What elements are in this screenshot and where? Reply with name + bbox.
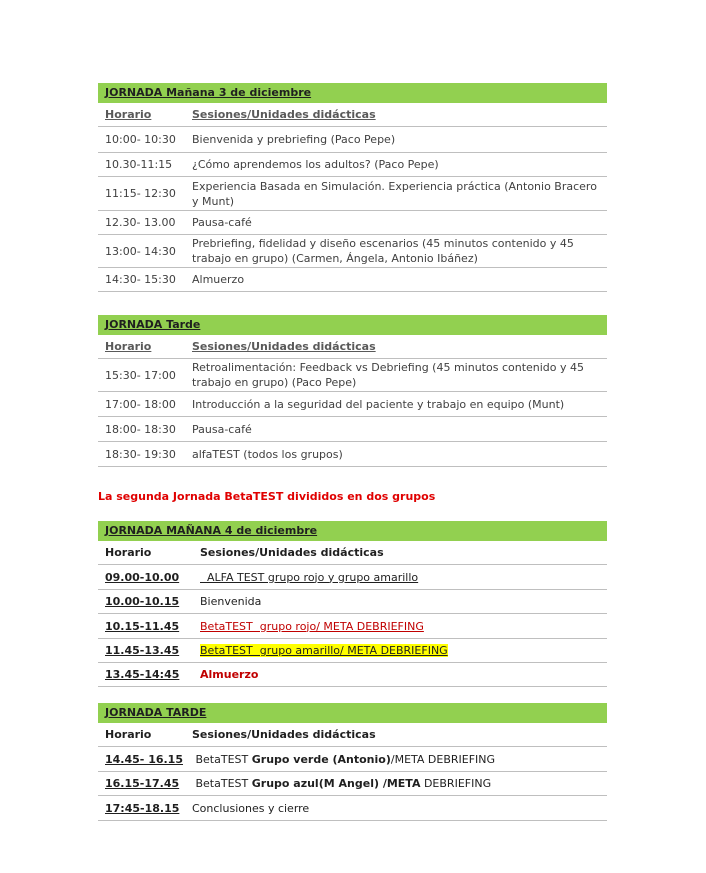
section-title: JORNADA MAÑANA 4 de diciembre — [98, 521, 607, 541]
time-cell: 14.45- 16.15 — [105, 752, 183, 766]
table-row — [98, 442, 607, 467]
session-cell: Bienvenida — [200, 595, 262, 608]
time-cell: 10.00-10.15 — [105, 595, 180, 608]
session-cell: BetaTEST Grupo azul(M Angel) /META DEBRIEFING — [192, 777, 492, 790]
time-cell: 12.30- 13.00 — [105, 216, 176, 229]
table-row — [98, 153, 607, 177]
session-cell: Introducción a la seguridad del paciente y trabajo en equipo (Munt) — [192, 397, 565, 411]
table-row — [98, 392, 607, 417]
time-cell: 10.15-11.45 — [105, 619, 180, 633]
schedule-afternoon-day2 — [98, 703, 607, 821]
col-session: Sesiones/Unidades didácticas — [192, 728, 376, 741]
time-cell: 14:30- 15:30 — [105, 273, 176, 286]
session-cell: Bienvenida y prebriefing (Paco Pepe) — [192, 133, 396, 146]
table-row — [98, 796, 607, 821]
table-row — [98, 639, 607, 663]
second-day-note: La segunda Jornada BetaTEST divididos en dos grupos — [98, 490, 436, 503]
col-time: Horario — [105, 546, 152, 559]
time-cell: 09.00-10.00 — [105, 570, 180, 584]
session-cell: Retroalimentación: Feedback vs Debriefing (45 minutos contenido y 45 trabajo en grupo) (Paco Pepe) — [192, 361, 585, 389]
time-cell: 11.45-13.45 — [105, 644, 180, 657]
session-cell: Pausa-café — [192, 216, 252, 229]
time-cell: 17:45-18.15 — [105, 801, 180, 815]
table-row — [98, 747, 607, 772]
session-cell: Almuerzo — [200, 668, 259, 681]
session-cell: Almuerzo — [192, 273, 245, 286]
session-cell: Pausa-café — [192, 422, 252, 436]
table-header — [98, 103, 607, 127]
time-cell: 15:30- 17:00 — [105, 368, 176, 382]
table-row — [98, 177, 607, 211]
schedule-morning-day2 — [98, 521, 607, 687]
table-row — [98, 211, 607, 235]
table-row — [98, 235, 607, 268]
session-cell: Conclusiones y cierre — [192, 801, 310, 815]
table-row — [98, 772, 607, 796]
time-cell: 11:15- 12:30 — [105, 187, 176, 200]
highlighted-session-cell: BetaTEST grupo amarillo/ META DEBRIEFING — [200, 644, 448, 657]
table-row — [98, 590, 607, 614]
schedule-afternoon-day1 — [98, 315, 607, 467]
time-cell: 18:30- 19:30 — [105, 447, 176, 461]
table-row — [98, 614, 607, 639]
table-row — [98, 565, 607, 590]
col-session: Sesiones/Unidades didácticas — [192, 340, 376, 353]
table-row — [98, 359, 607, 392]
table-row — [98, 663, 607, 687]
table-header — [98, 541, 607, 565]
session-cell: ALFA TEST grupo rojo y grupo amarillo — [200, 570, 419, 584]
session-cell: Experiencia Basada en Simulación. Experiencia práctica (Antonio Bracero y Munt) — [192, 179, 597, 208]
table-row — [98, 417, 607, 442]
table-row — [98, 268, 607, 292]
session-cell: alfaTEST (todos los grupos) — [192, 447, 343, 461]
time-cell: 18:00- 18:30 — [105, 422, 176, 436]
session-cell: BetaTEST Grupo verde (Antonio)/META DEBRIEFING — [192, 752, 496, 766]
col-time: Horario — [105, 728, 152, 741]
time-cell: 13.45-14:45 — [105, 668, 180, 681]
time-cell: 17:00- 18:00 — [105, 397, 176, 411]
session-cell: ¿Cómo aprendemos los adultos? (Paco Pepe) — [192, 158, 439, 171]
table-row — [98, 127, 607, 153]
col-session: Sesiones/Unidades didácticas — [200, 546, 384, 559]
section-title: JORNADA Mañana 3 de diciembre — [98, 83, 607, 103]
col-time: Horario — [105, 340, 152, 353]
schedule-morning-day1 — [98, 83, 607, 292]
time-cell: 10:00- 10:30 — [105, 133, 176, 146]
section-title: JORNADA Tarde — [98, 315, 607, 335]
time-cell: 10.30-11:15 — [105, 158, 173, 171]
col-time: Horario — [105, 108, 152, 121]
col-session: Sesiones/Unidades didácticas — [192, 108, 376, 121]
section-title: JORNADA TARDE — [98, 703, 607, 723]
session-cell: BetaTEST grupo rojo/ META DEBRIEFING — [200, 619, 424, 633]
session-cell: Prebriefing, fidelidad y diseño escenarios (45 minutos contenido y 45 trabajo en grupo) (Carmen, Ángela, Antonio Ibáñez) — [192, 237, 574, 265]
time-cell: 16.15-17.45 — [105, 777, 180, 790]
time-cell: 13:00- 14:30 — [105, 244, 176, 258]
table-header — [98, 723, 607, 747]
table-header — [98, 335, 607, 359]
